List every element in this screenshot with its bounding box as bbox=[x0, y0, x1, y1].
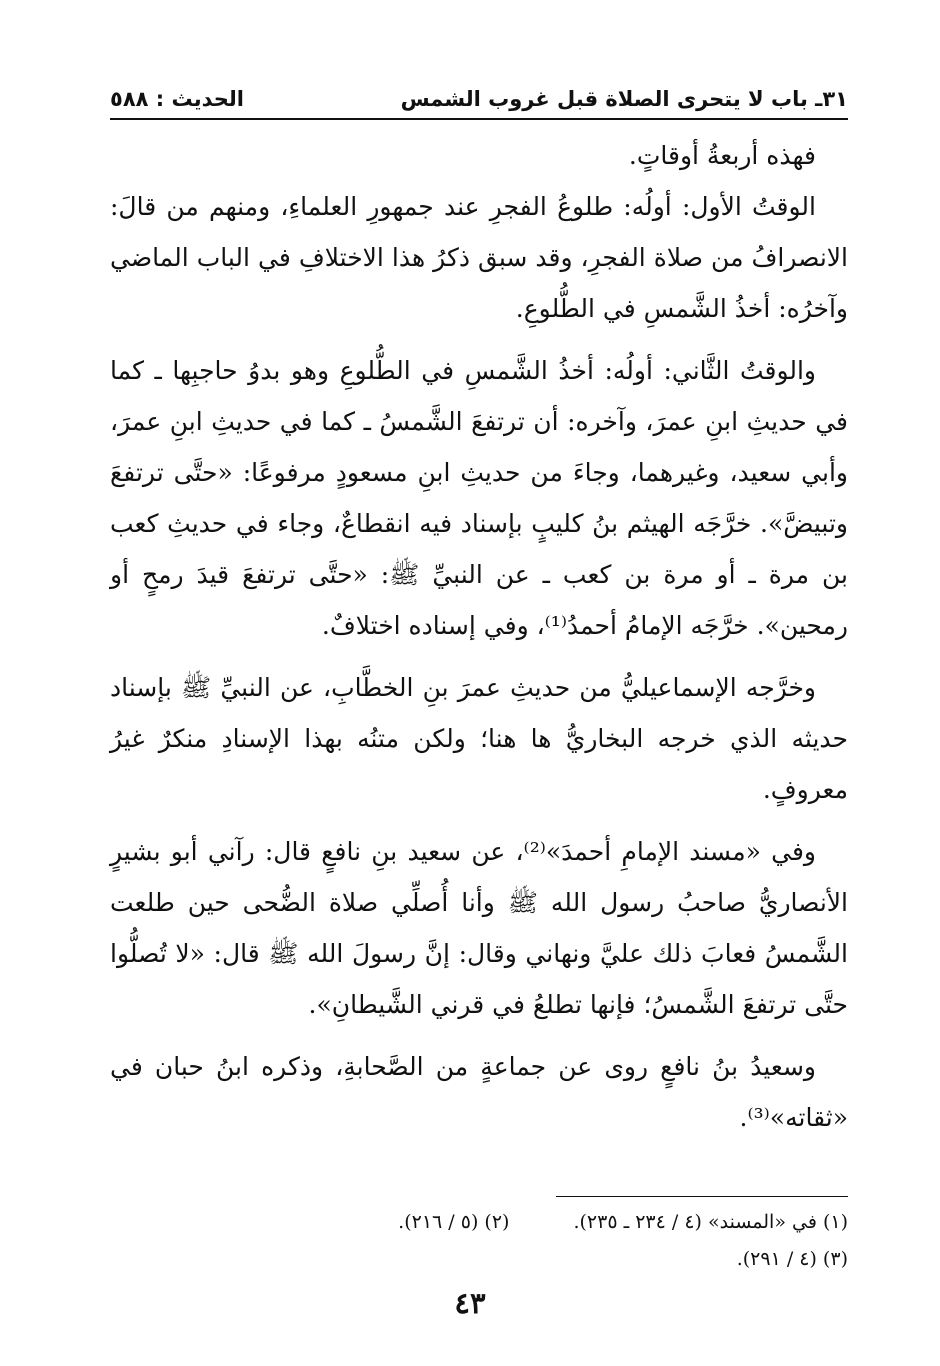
running-header bbox=[110, 82, 848, 116]
chapter-title: ٣١ـ باب لا يتحرى الصلاة قبل غروب الشمس bbox=[400, 87, 848, 111]
hadith-number: الحديث : ٥٨٨ bbox=[110, 87, 244, 111]
paragraph: الوقتُ الأول: أولُه: طلوعُ الفجرِ عند جمهورِ العلماءِ، ومنهم من قالَ: الانصرافُ من صلاة الفجرِ، وقد سبق ذكرُ هذا الاختلافِ في الباب الماضي وآخرُه: أخذُ الشَّمسِ في الطُّلوعِ. bbox=[110, 192, 848, 323]
page-number: ٤٣ bbox=[454, 1286, 486, 1320]
paragraph: وفي «مسند الإمامِ أحمدَ»⁽²⁾، عن سعيد بنِ نافعٍ قال: رآني أبو بشيرٍ الأنصاريُّ صاحبُ رسول الله ﷺ وأنا أُصلِّي صلاة الضُّحى حين طلعت الشَّمسُ فعابَ ذلك عليَّ ونهاني وقال: إنَّ رسولَ الله ﷺ قال: «لا تُصلُّوا حتَّى ترتفعَ الشَّمسُ؛ فإنها تطلعُ في قرني الشَّيطانِ». bbox=[110, 837, 848, 1019]
footnote-row bbox=[110, 1204, 848, 1241]
main-text bbox=[110, 130, 848, 1154]
paragraph: والوقتُ الثَّاني: أولُه: أخذُ الشَّمسِ في الطُّلوعِ وهو بدوُ حاجبِها ـ كما في حديثِ ابنِ عمرَ، وآخره: أن ترتفعَ الشَّمسُ ـ كما في حديثِ ابنِ عمرَ، وأبي سعيد، وغيرهما، وجاءَ من حديثِ ابنِ مسعودٍ مرفوعًا: «حتَّى ترتفعَ وتبيضَّ». خرَّجَه الهيثم بنُ كليبٍ بإسناد فيه انقطاعٌ، وجاء في حديثِ كعب بن مرة ـ أو مرة بن كعب ـ عن النبيِّ ﷺ: «حتَّى ترتفعَ قيدَ رمحٍ أو رمحين». خرَّجَه الإمامُ أحمدُ⁽¹⁾، وفي إسناده اختلافٌ. bbox=[110, 356, 848, 640]
paragraph: وسعيدُ بنُ نافعٍ روى عن جماعةٍ من الصَّحابةِ، وذكره ابنُ حبان في «ثقاته»⁽³⁾. bbox=[110, 1052, 848, 1132]
paragraph: فهذه أربعةُ أوقاتٍ. bbox=[628, 141, 816, 170]
footnote-2: (٢) (٥ / ٢١٦). bbox=[398, 1211, 510, 1233]
paragraph: وخرَّجه الإسماعيليُّ من حديثِ عمرَ بنِ الخطَّابِ، عن النبيِّ ﷺ بإسناد حديثه الذي خرجه البخاريُّ ها هنا؛ ولكن متنُه بهذا الإسنادِ منكرٌ غيرُ معروفٍ. bbox=[110, 673, 848, 804]
footnote-1: (١) في «المسند» (٤ / ٢٣٤ ـ ٢٣٥). bbox=[573, 1211, 848, 1233]
footnotes bbox=[110, 1204, 848, 1278]
header-rule bbox=[110, 118, 848, 120]
footnote-3: (٣) (٤ / ٢٩١). bbox=[736, 1248, 848, 1270]
footnote-rule bbox=[556, 1196, 848, 1197]
footnote-row bbox=[110, 1241, 848, 1278]
